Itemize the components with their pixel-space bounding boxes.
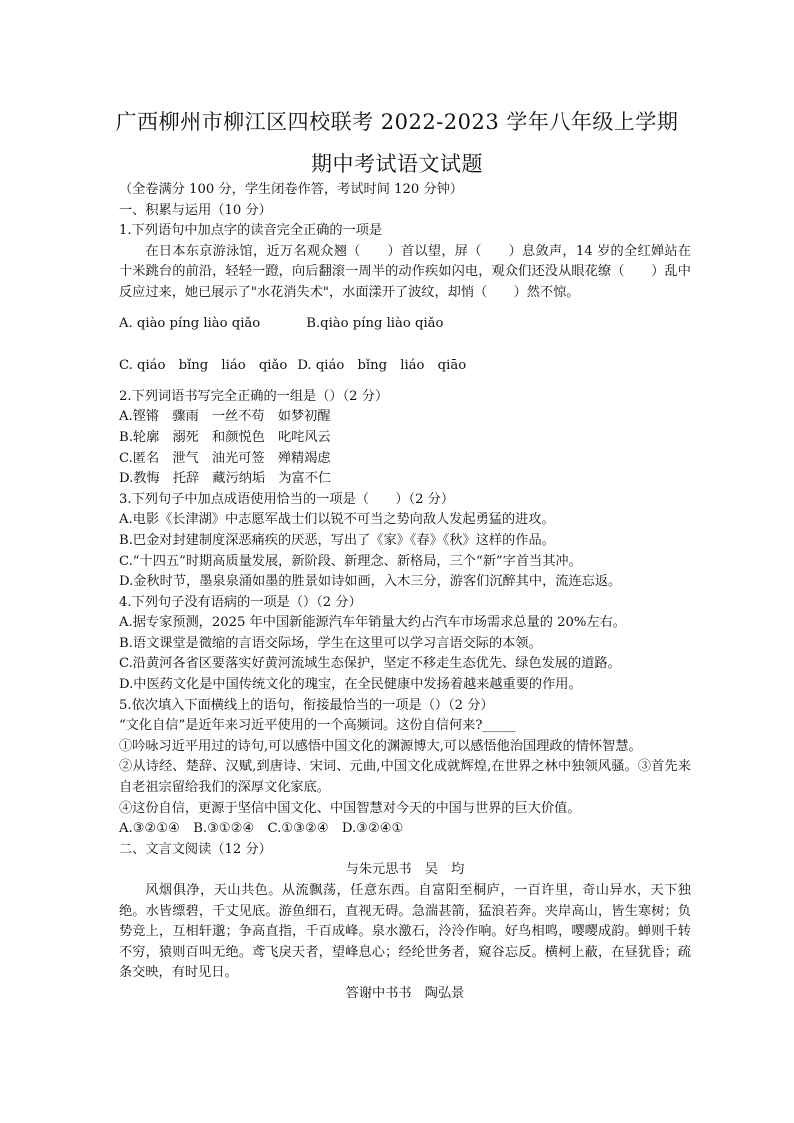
q2-option-b: B.轮廓 溺死 和颜悦色 叱咤风云 [119,429,331,445]
q2-option-a: A.铿锵 骤雨 一丝不苟 如梦初醒 [119,409,331,425]
q4-option-b: B.语文课堂是微缩的言语交际场，学生在这里可以学习言语交际的本领。 [119,635,542,651]
q1-option-a: A. qiào píng liào qiǎo [119,315,261,331]
q1-option-b: B.qiào píng liào qiǎo [306,315,444,331]
q3-option-d: D.金秋时节，墨泉泉涌如墨的胜景如诗如画，入木三分，游客们沉醉其中，流连忘返。 [119,574,622,590]
section2-heading: 二、文言文阅读（12 分） [119,841,272,857]
q4-option-c: C.沿黄河各省区要落实好黄河流域生态保护，坚定不移走生态优先、绿色发展的道路。 [119,656,621,672]
q5-sentence-4: ④这份自信，更源于坚信中国文化、中国智慧对今天的中国与世界的巨大价值。 [119,800,581,816]
q4-option-a: A.据专家预测，2025 年中国新能源汽车年销量大约占汽车市场需求总量的 20%左右。 [119,615,626,631]
q2-option-c: C.匿名 泄气 油光可签 殚精竭虑 [119,450,331,466]
q1-options-ab [119,314,691,335]
q2-stem: 2.下列词语书写完全正确的一组是（）（2 分） [119,388,389,404]
q5-stem: 5.依次填入下面横线上的语句，衔接最恰当的一项是（）（2 分） [119,697,494,713]
q1-passage: 在日本东京游泳馆，近万名观众翘（ ）首以望，屏（ ）息敛声，14 岁的全红婵站在十米跳台的前沿，轻轻一蹬，向后翻滚一周半的动作疾如闪电，观众们还没从眼花缭（ ）乱中反应过来，她已展示了"水花消失术"，水面漾开了波纹，却悄（ ）然不惊。 [119,243,691,300]
exam-body [119,180,691,1005]
text2-title: 答谢中书书 陶弘景 [345,985,465,1001]
q2-option-d: D.教悔 托辞 藏污纳垢 为富不仁 [119,471,332,487]
text1-title: 与朱元思书 吴 均 [345,862,465,878]
section1-heading: 一、积累与运用（10 分） [119,202,272,218]
exam-title-line2: 期中考试语文试题 [311,152,483,176]
text1-body: 风烟俱净，天山共色。从流飘荡，任意东西。自富阳至桐庐，一百许里，奇山异水，天下独绝。水皆缥碧，千丈见底。游鱼细石，直视无碍。急湍甚箭，猛浪若奔。夹岸高山，皆生寒树；负势竞上，互相轩邈；争高直指，千百成峰。泉水激石，泠泠作响。好鸟相鸣，嘤嘤成韵。蝉则千转不穷，猿则百叫无绝。鸢飞戾天者，望峰息心；经纶世务者，窥谷忘反。横柯上蔽，在昼犹昏；疏条交映，有时见日。 [119,883,691,981]
q4-stem: 4.下列句子没有语病的一项是（）（2 分） [119,594,362,610]
q4-option-d: D.中医药文化是中国传统文化的瑰宝，在全民健康中发扬着越来越重要的作用。 [119,677,582,693]
q3-option-a: A.电影《长津湖》中志愿军战士们以锐不可当之势向敌人发起勇猛的进攻。 [119,512,555,528]
q3-option-c: C.“十四五”时期高质量发展，新阶段、新理念、新格局，三个“新”字首当其冲。 [119,553,582,569]
q1-stem: 1.下列语句中加点字的读音完全正确的一项是 [119,223,383,239]
q3-stem: 3.下列句子中加点成语使用恰当的一项是（ ）（2 分） [119,491,455,507]
q1-option-d: D. qiáo bǐng liáo qiāo [297,358,467,374]
q3-option-b: B.巴金对封建制度深恶痛疾的厌恶，写出了《家》《春》《秋》这样的作品。 [119,532,555,548]
exam-title-line1: 广西柳州市柳江区四校联考 2022-2023 学年八年级上学期 [115,110,679,134]
q1-options-cd [119,356,691,377]
q5-sentence-2-3: ②从诗经、楚辞、汉赋,到唐诗、宋词、元曲,中国文化成就辉煌,在世界之林中独领风骚。③首先来自老祖宗留给我们的深厚文化家底。 [119,759,691,796]
exam-info: （全卷满分 100 分，学生闭卷作答，考试时间 120 分钟） [119,182,464,197]
q1-option-c: C. qiáo bǐng liáo qiǎo [119,358,288,374]
q5-options: A.③②①④ B.③①②④ C.①③②④ D.③②④① [119,821,404,837]
q5-lead: “文化自信”是近年来习近平使用的一个高频词。这份自信何来?_____ [119,718,516,734]
q5-sentence-1: ①吟咏习近平用过的诗句,可以感悟中国文化的渊源博大,可以感悟他治国理政的情怀智慧。 [119,738,642,754]
